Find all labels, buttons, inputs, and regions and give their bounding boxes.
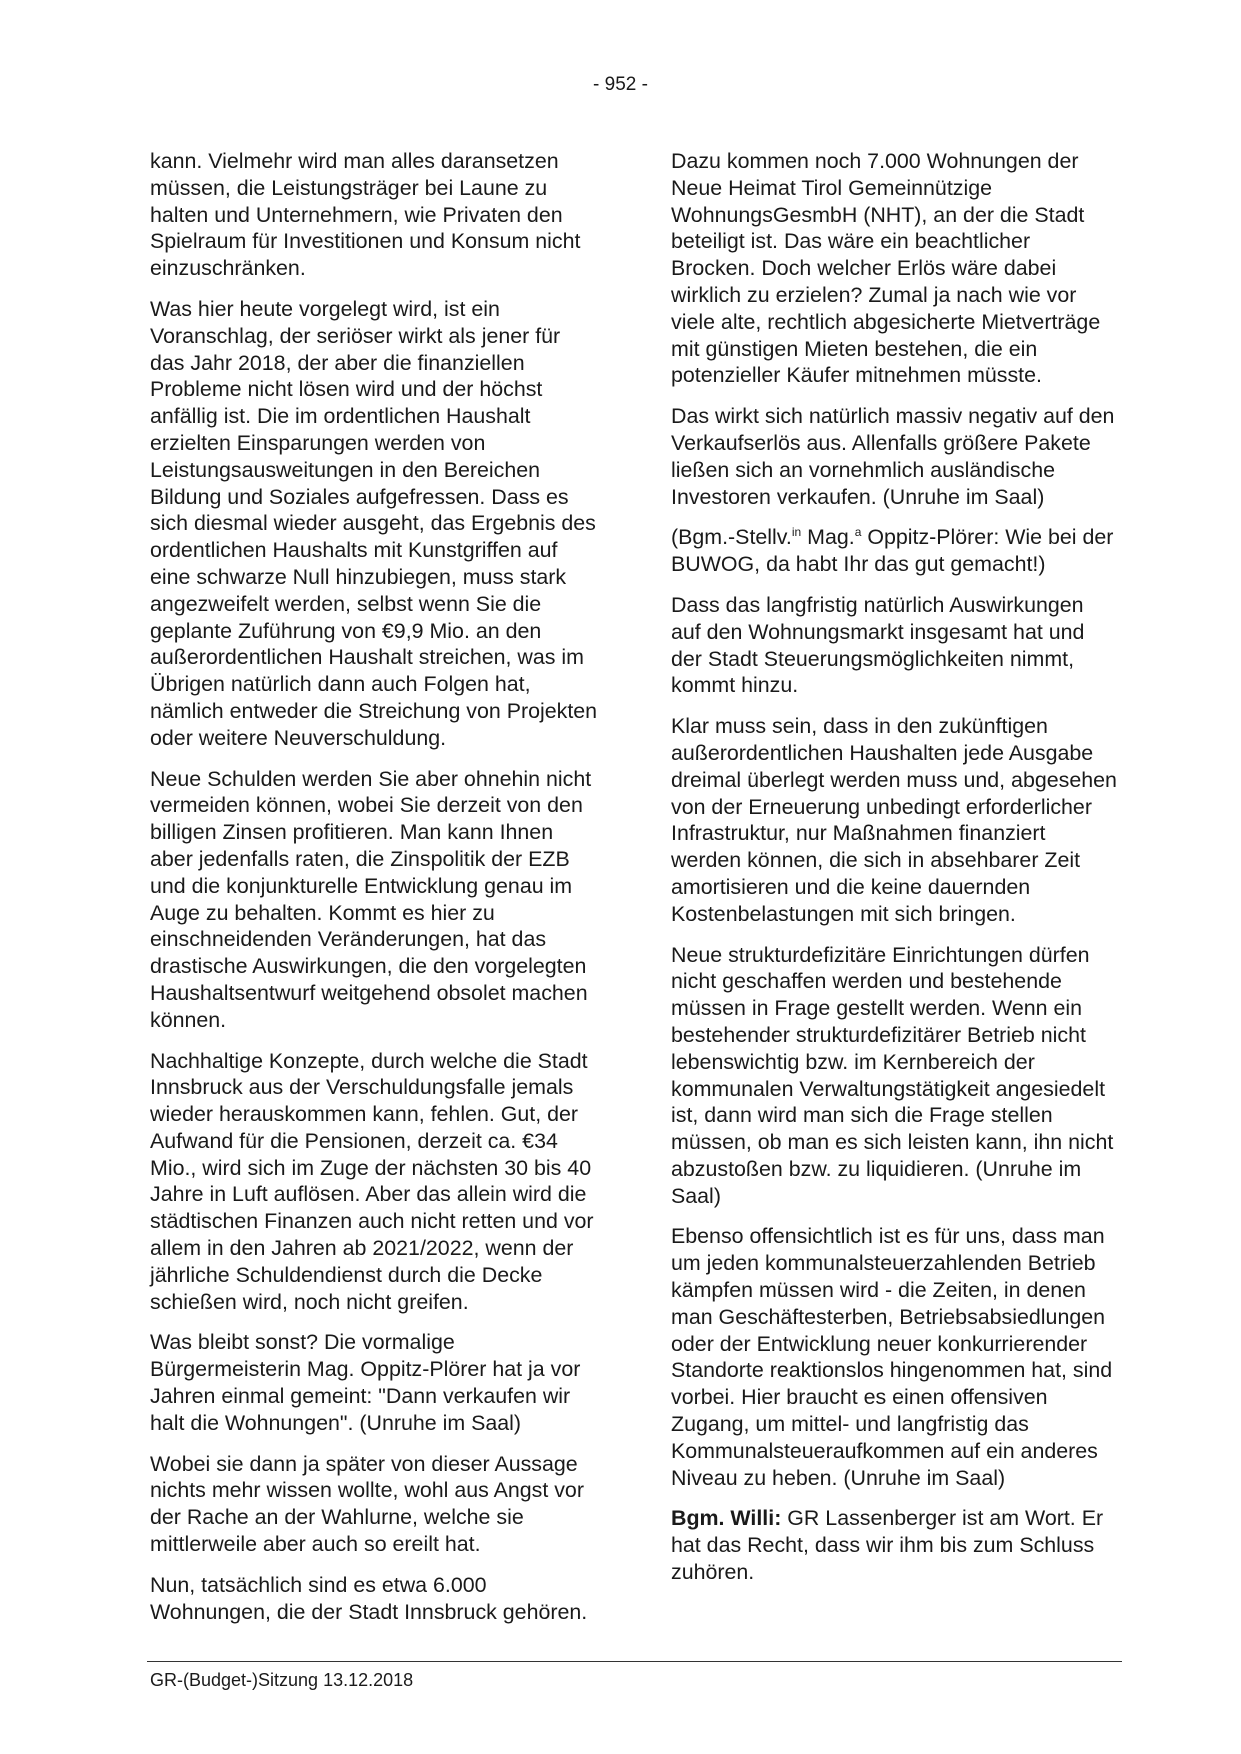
paragraph: Ebenso offensichtlich ist es für uns, dass man um jeden kommunalsteuerzahlenden Betrieb kämpfen müssen wird - die Zeiten, in denen man Geschäftesterben, Betriebsabsiedlungen oder der Entwicklung neuer konkurrierender Standorte reaktionslos hingenommen hat, sind vorbei. Hier braucht es einen offensiven Zugang, um mittel- und langfristig das Kommunalsteueraufkommen auf ein anderes Niveau zu heben. (Unruhe im Saal)	[671, 1224, 1113, 1490]
right-column	[671, 148, 1119, 1600]
paragraph: Nun, tatsächlich sind es etwa 6.000 Wohnungen, die der Stadt Innsbruck gehören.	[150, 1572, 588, 1624]
paragraph: Dazu kommen noch 7.000 Wohnungen der Neue Heimat Tirol Gemeinnützige WohnungsGesmbH (NHT), an der die Stadt beteiligt ist. Das wäre ein beachtlicher Brocken. Doch welcher Erlös wäre dabei wirklich zu erzielen? Zumal ja nach wie vor viele alte, rechtlich abgesicherte Mietverträge mit günstigen Mieten bestehen, die ein potenzieller Käufer mitnehmen müsste.	[671, 149, 1101, 388]
interjection-text: Mag.	[801, 525, 855, 550]
speaker-text: GR Lassenberger ist am Wort. Er hat das Recht, dass wir ihm bis zum Schluss zuhören.	[671, 1506, 1104, 1585]
left-column	[150, 148, 598, 1639]
paragraph: Neue Schulden werden Sie aber ohnehin nicht vermeiden können, wobei Sie derzeit von den billigen Zinsen profitieren. Man kann Ihnen aber jedenfalls raten, die Zinspolitik der EZB und die konjunkturelle Entwicklung genau im Auge zu behalten. Kommt es hier zu einschneidenden Veränderungen, hat das drastische Auswirkungen, die den vorgelegten Haushaltsentwurf weitgehend obsolet machen können.	[150, 766, 592, 1032]
paragraph: Was hier heute vorgelegt wird, ist ein Voranschlag, der seriöser wirkt als jener für das Jahr 2018, der aber die finanziellen Probleme nicht lösen wird und der höchst anfällig ist. Die im ordentlichen Haushalt erzielten Einsparungen werden von Leistungsausweitungen in den Bereichen Bildung und Soziales aufgefressen. Dass es sich diesmal wieder ausgeht, das Ergebnis des ordentlichen Haushalts mit Kunstgriffen auf eine schwarze Null hinzubiegen, muss stark angezweifelt werden, selbst wenn Sie die geplante Zuführung von €9,9 Mio. an den außerordentlichen Haushalt streichen, was im Übrigen natürlich dann auch Folgen hat, nämlich entweder die Streichung von Projekten oder weitere Neuverschuldung.	[150, 296, 598, 750]
superscript: a	[854, 525, 862, 540]
paragraph: Dass das langfristig natürlich Auswirkungen auf den Wohnungsmarkt insgesamt hat und der Stadt Steuerungsmöglichkeiten nimmt, kommt hinzu.	[671, 592, 1085, 698]
interjection-text: Oppitz-Plörer: Wie bei der BUWOG, da habt Ihr das gut gemacht!)	[671, 525, 1114, 577]
footer-divider	[147, 1661, 1122, 1662]
paragraph: Was bleibt sonst? Die vormalige Bürgermeisterin Mag. Oppitz-Plörer hat ja vor Jahren einmal gemeint: "Dann verkaufen wir halt die Wohnungen". (Unruhe im Saal)	[150, 1330, 581, 1435]
paragraph: Wobei sie dann ja später von dieser Aussage nichts mehr wissen wollte, wohl aus Angst vor der Rache an der Wahlurne, welche sie mittlerweile aber auch so ereilt hat.	[150, 1451, 584, 1557]
paragraph: Klar muss sein, dass in den zukünftigen außerordentlichen Haushalten jede Ausgabe dreimal überlegt werden muss und, abgesehen von der Erneuerung unbedingt erforderlicher Infrastruktur, nur Maßnahmen finanziert werden können, die sich in absehbarer Zeit amortisieren und die keine dauernden Kostenbelastungen mit sich bringen.	[671, 714, 1117, 926]
speaker-name: Bgm. Willi:	[671, 1506, 782, 1531]
superscript: in	[791, 525, 802, 540]
paragraph: Nachhaltige Konzepte, durch welche die Stadt Innsbruck aus der Verschuldungsfalle jemals wieder herauskommen kann, fehlen. Gut, der Aufwand für die Pensionen, derzeit ca. €34 Mio., wird sich im Zuge der nächsten 30 bis 40 Jahre in Luft auflösen. Aber das allein wird die städtischen Finanzen auch nicht retten und vor allem in den Jahren ab 2021/2022, wenn der jährliche Schuldendienst durch die Decke schießen wird, noch nicht greifen.	[150, 1048, 594, 1314]
paragraph: Neue strukturdefizitäre Einrichtungen dürfen nicht geschaffen werden und bestehende müssen in Frage gestellt werden. Wenn ein bestehender strukturdefizitärer Betrieb nicht lebenswichtig bzw. im Kernbereich der kommunalen Verwaltungstätigkeit angesiedelt ist, dann wird man sich die Frage stellen müssen, ob man es sich leisten kann, ihn nicht abzustoßen bzw. zu liquidieren. (Unruhe im Saal)	[671, 942, 1114, 1208]
paragraph: Das wirkt sich natürlich massiv negativ auf den Verkaufserlös aus. Allenfalls größere Pakete ließen sich an vornehmlich ausländische Investoren verkaufen. (Unruhe im Saal)	[671, 404, 1115, 509]
interjection	[671, 524, 1119, 578]
footer-session-label: GR-(Budget-)Sitzung 13.12.2018	[150, 1670, 414, 1690]
page-number: - 952 -	[593, 74, 648, 95]
speaker-paragraph	[671, 1505, 1119, 1585]
paragraph: kann. Vielmehr wird man alles daransetzen müssen, die Leistungsträger bei Laune zu halten und Unternehmern, wie Privaten den Spielraum für Investitionen und Konsum nicht einzuschränken.	[150, 149, 581, 281]
interjection-text: (Bgm.-Stellv.	[671, 525, 792, 550]
